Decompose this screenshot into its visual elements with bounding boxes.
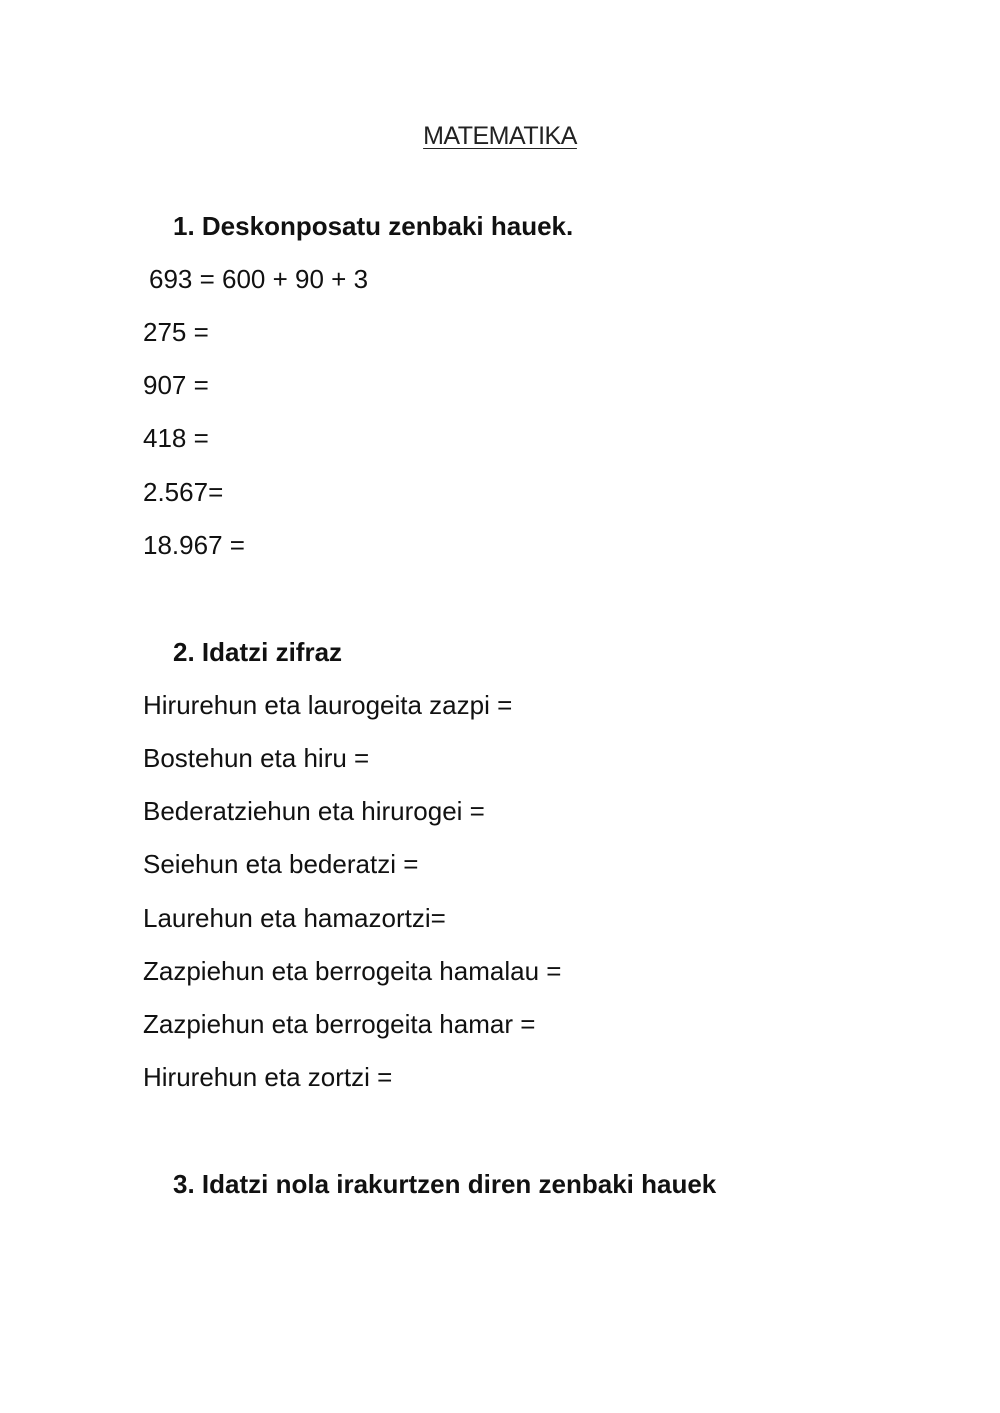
exercise-line: 693 = 600 + 90 + 3 <box>149 264 369 294</box>
exercise-line: Bostehun eta hiru = <box>143 743 370 773</box>
exercise-line: Laurehun eta hamazortzi= <box>143 903 446 933</box>
section-1-heading: 1. Deskonposatu zenbaki hauek. <box>173 211 574 241</box>
exercise-line: Bederatziehun eta hirurogei = <box>143 796 485 826</box>
exercise-line: Zazpiehun eta berrogeita hamar = <box>143 1009 536 1039</box>
section-3-heading: 3. Idatzi nola irakurtzen diren zenbaki hauek <box>173 1169 717 1199</box>
section-2-heading: 2. Idatzi zifraz <box>173 637 343 667</box>
page-title-text: MATEMATIKA <box>423 122 577 150</box>
exercise-line: 907 = <box>143 370 209 400</box>
exercise-line: 275 = <box>143 317 209 347</box>
page-title <box>0 122 1000 151</box>
exercise-line: Hirurehun eta zortzi = <box>143 1062 393 1092</box>
exercise-line: 18.967 = <box>143 530 245 560</box>
exercise-line: Seiehun eta bederatzi = <box>143 849 419 879</box>
exercise-line: 418 = <box>143 423 209 453</box>
exercise-line: Zazpiehun eta berrogeita hamalau = <box>143 956 562 986</box>
exercise-line: Hirurehun eta laurogeita zazpi = <box>143 690 513 720</box>
exercise-line: 2.567= <box>143 477 224 507</box>
